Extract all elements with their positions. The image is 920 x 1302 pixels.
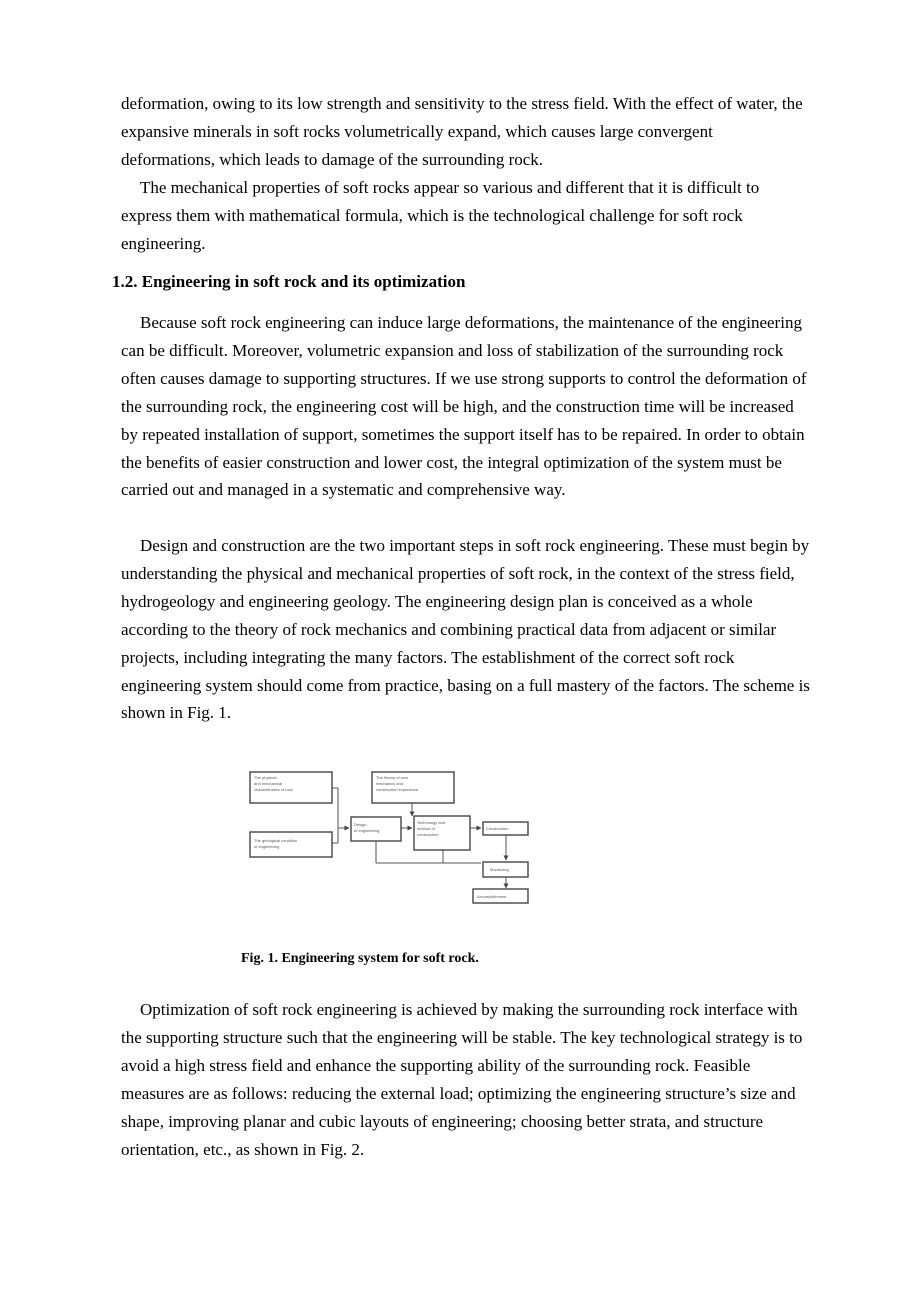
label-accomplishment: Accomplishment xyxy=(477,894,507,899)
label-theory-2: mechanics and xyxy=(376,781,403,786)
label-technology-2: method of xyxy=(417,826,435,831)
paragraph-2: The mechanical properties of soft rocks appear so various and different that it is difficult to express them with mathematical formula, which is the technological challenge for soft rock engineering. xyxy=(121,178,760,253)
label-theory-3: construction experience xyxy=(376,787,419,792)
label-monitoring: Monitoring xyxy=(490,867,509,872)
label-physical-2: and mechanical xyxy=(254,781,283,786)
label-design-1: Design xyxy=(354,822,367,827)
paragraph-5: Optimization of soft rock engineering is achieved by making the surrounding rock interface with the supporting structure such that the engineering will be stable. The key technological strategy is to avoid a high stress field and enhance the supporting ability of the surrounding rock. Feasible measures are as follows: reducing the external load; optimizing the engineering structure’s size and shape, improving planar and cubic layouts of engineering; choosing better strata, and structure orientation, etc., as shown in Fig. 2. xyxy=(121,1000,803,1159)
paragraph-4: Design and construction are the two important steps in soft rock engineering. These must begin by understanding the physical and mechanical properties of soft rock, in the context of the stress field, hydrogeology and engineering geology. The engineering design plan is conceived as a whole according to the theory of rock mechanics and combining practical data from adjacent or similar projects, including integrating the many factors. The establishment of the correct soft rock engineering system should come from practice, basing on a full mastery of the factors. The scheme is shown in Fig. 1. xyxy=(121,536,810,723)
label-technology-1: Technology and xyxy=(417,820,446,825)
figure-caption: Fig. 1. Engineering system for soft rock. xyxy=(241,951,479,966)
paragraph-3: Because soft rock engineering can induce large deformations, the maintenance of the engineering can be difficult. Moreover, volumetric expansion and loss of stabilization of the surrounding rock often causes damage to supporting structures. If we use strong supports to control the deformation of the surrounding rock, the engineering cost will be high, and the construction time will be increased by repeated installation of support, sometimes the support itself has to be repaired. In order to obtain the benefits of easier construction and lower cost, the integral optimization of the system must be carried out and managed in a systematic and comprehensive way. xyxy=(121,313,807,500)
figure-1-diagram xyxy=(248,768,530,906)
label-construction: Construction xyxy=(486,826,509,831)
label-physical-3: characteristics of rock xyxy=(254,787,293,792)
label-geological-2: of engineering xyxy=(254,844,280,849)
label-technology-3: construction xyxy=(417,832,439,837)
label-theory-1: The theory of rock xyxy=(376,775,409,780)
label-geological-1: The geological condition xyxy=(254,838,298,843)
label-design-2: of engineering xyxy=(354,828,380,833)
section-heading: 1.2. Engineering in soft rock and its optimization xyxy=(112,272,466,291)
paragraph-1: deformation, owing to its low strength and sensitivity to the stress field. With the effect of water, the expansive minerals in soft rocks volumetrically expand, which causes large convergent deformations, which leads to damage of the surrounding rock. xyxy=(121,94,803,169)
label-physical-1: The physical xyxy=(254,775,277,780)
